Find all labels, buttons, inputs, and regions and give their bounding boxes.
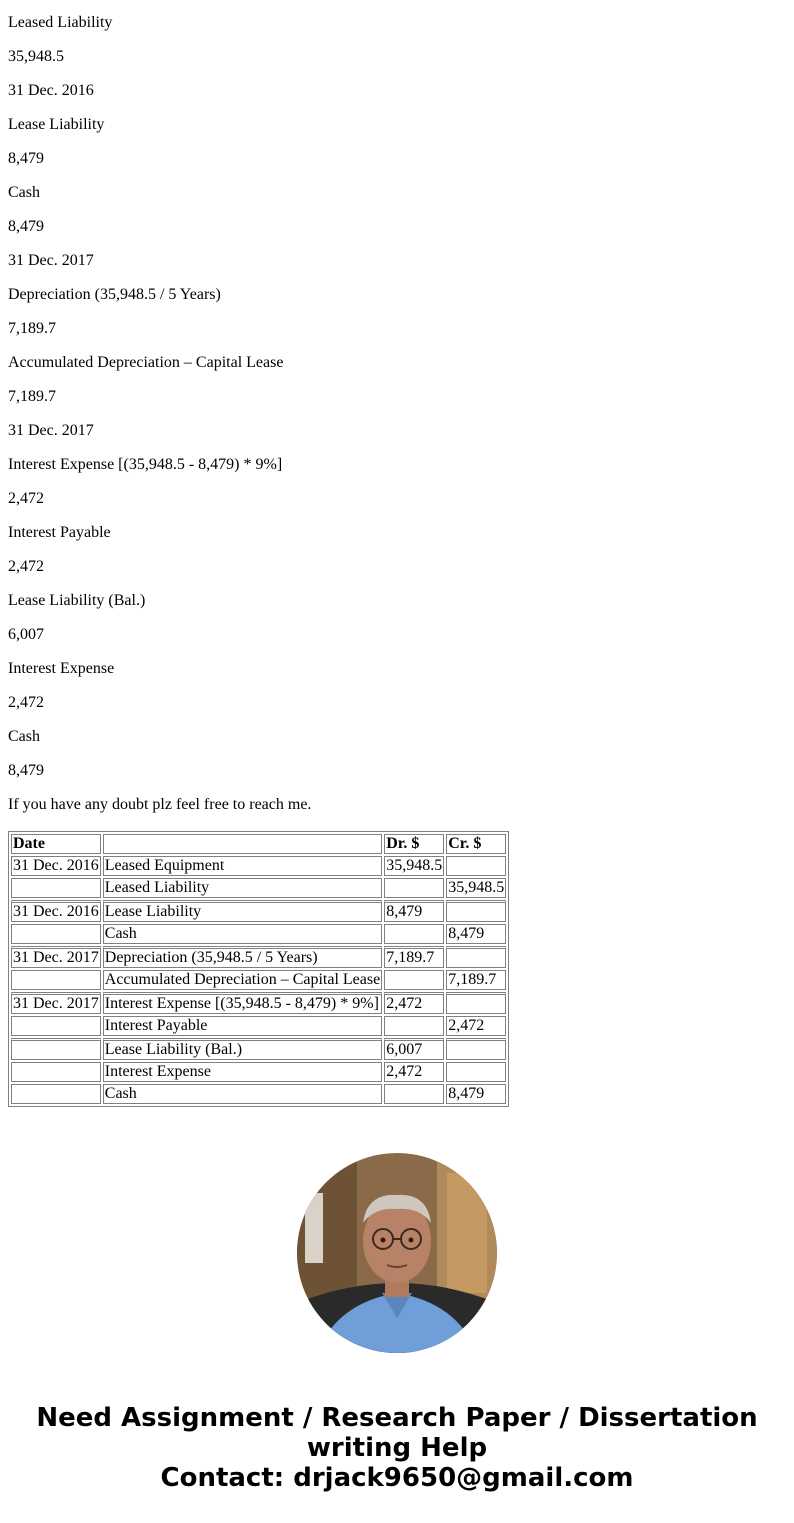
cell-account: Cash — [103, 924, 382, 944]
cell-date — [11, 1062, 101, 1082]
text-line: 8,479 — [8, 762, 44, 779]
text-line: Lease Liability — [8, 116, 105, 133]
cell-date — [11, 924, 101, 944]
cell-account: Depreciation (35,948.5 / 5 Years) — [103, 946, 382, 968]
text-line: Interest Expense — [8, 660, 115, 677]
cell-date — [11, 1038, 101, 1060]
cell-date — [11, 970, 101, 990]
cell-credit — [446, 992, 506, 1014]
cell-account: Interest Expense — [103, 1062, 382, 1082]
cell-account: Lease Liability (Bal.) — [103, 1038, 382, 1060]
journal-text-lines — [8, 14, 311, 830]
table-row — [11, 970, 506, 990]
cell-credit: 35,948.5 — [448, 879, 505, 896]
table-row — [11, 878, 506, 898]
cell-debit: 2,472 — [384, 1062, 444, 1082]
text-line: 2,472 — [8, 490, 44, 507]
text-line: 6,007 — [8, 626, 44, 643]
cell-debit: 6,007 — [384, 1038, 444, 1060]
cell-credit — [446, 1038, 506, 1060]
cell-credit: 7,189.7 — [446, 970, 506, 990]
table-row — [11, 1062, 506, 1082]
text-line: 2,472 — [8, 558, 44, 575]
text-line: Depreciation (35,948.5 / 5 Years) — [8, 286, 221, 303]
text-line: 7,189.7 — [8, 320, 56, 337]
promo-line-2: writing Help — [306, 1433, 488, 1463]
table-row — [11, 1016, 506, 1036]
closing-note: If you have any doubt plz feel free to reach me. — [8, 796, 312, 813]
cell-credit — [446, 946, 506, 968]
cell-date: 31 Dec. 2016 — [11, 900, 101, 922]
cell-debit — [384, 1084, 444, 1104]
cell-date — [11, 1016, 101, 1036]
cell-debit: 8,479 — [384, 900, 444, 922]
cell-debit — [384, 970, 444, 990]
cell-debit: 35,948.5 — [386, 857, 443, 874]
cell-debit — [384, 1016, 444, 1036]
header-account — [103, 834, 382, 854]
promo-line-1: Need Assignment / Research Paper / Dissertation — [36, 1403, 758, 1433]
cell-credit: 8,479 — [446, 1084, 506, 1104]
table-row — [11, 924, 506, 944]
text-line: 2,472 — [8, 694, 44, 711]
cell-account: Leased Equipment — [103, 856, 382, 876]
text-line: 8,479 — [8, 150, 44, 167]
cell-account: Interest Expense [(35,948.5 - 8,479) * 9%] — [103, 992, 382, 1014]
text-line: Interest Payable — [8, 524, 111, 541]
cell-credit — [446, 1062, 506, 1082]
text-line: 8,479 — [8, 218, 44, 235]
cell-account: Accumulated Depreciation – Capital Lease — [104, 971, 381, 988]
table-row — [11, 946, 506, 968]
cell-account: Interest Payable — [103, 1016, 382, 1036]
table-header-row — [11, 834, 506, 854]
cell-credit — [446, 900, 506, 922]
table-row — [11, 1084, 506, 1104]
cell-credit — [446, 856, 506, 876]
cell-credit: 2,472 — [446, 1016, 506, 1036]
cell-debit — [384, 924, 444, 944]
text-line: Interest Expense [(35,948.5 - 8,479) * 9%] — [8, 456, 283, 473]
cell-date — [11, 1084, 101, 1104]
table-row — [11, 1038, 506, 1060]
cell-account: Cash — [103, 1084, 382, 1104]
header-debit: Dr. $ — [384, 834, 444, 854]
header-date: Date — [11, 834, 101, 854]
cell-date: 31 Dec. 2017 — [11, 946, 101, 968]
cell-debit — [384, 878, 444, 898]
header-credit: Cr. $ — [446, 834, 506, 854]
text-line: Leased Liability — [8, 14, 113, 31]
text-line: Accumulated Depreciation – Capital Lease — [8, 354, 284, 371]
table-row — [11, 900, 506, 922]
table-row — [11, 856, 506, 876]
text-line: 35,948.5 — [8, 48, 64, 65]
text-line: 31 Dec. 2017 — [8, 252, 94, 269]
journal-entries-table — [8, 831, 509, 1107]
cell-account: Leased Liability — [103, 878, 382, 898]
cell-account: Lease Liability — [103, 900, 382, 922]
text-line: 31 Dec. 2016 — [8, 82, 94, 99]
text-line: Cash — [8, 184, 40, 201]
cell-date — [11, 878, 101, 898]
table-row — [11, 992, 506, 1014]
cell-date: 31 Dec. 2016 — [13, 857, 99, 874]
cell-date: 31 Dec. 2017 — [11, 992, 101, 1014]
text-line: Lease Liability (Bal.) — [8, 592, 146, 609]
text-line: 7,189.7 — [8, 388, 56, 405]
cell-credit: 8,479 — [446, 924, 506, 944]
avatar-portrait-image — [297, 1153, 497, 1353]
promo-banner — [0, 1403, 794, 1493]
cell-debit: 7,189.7 — [384, 946, 444, 968]
cell-debit: 2,472 — [384, 992, 444, 1014]
text-line: Cash — [8, 728, 40, 745]
promo-contact-line: Contact: drjack9650@gmail.com — [160, 1463, 634, 1493]
author-avatar — [297, 1153, 497, 1353]
text-line: 31 Dec. 2017 — [8, 422, 94, 439]
